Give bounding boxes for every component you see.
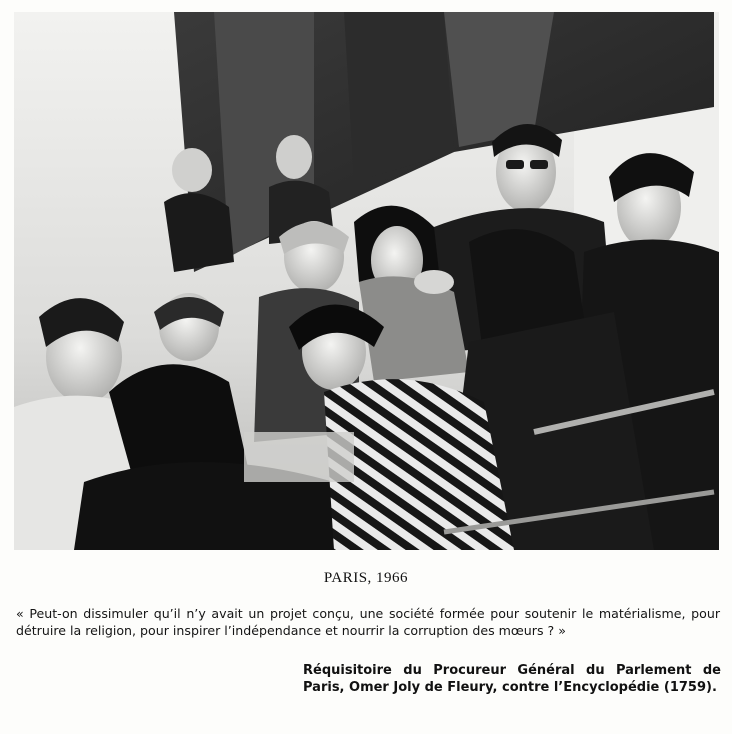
group-photo <box>14 12 719 550</box>
quote-paragraph: « Peut-on dissimuler qu’il n’y avait un projet conçu, une société formée pour soutenir le matérialisme, pour détruire la religion, pour inspirer l’indépendance et nourrir la corruption des mœurs ? » <box>16 606 720 638</box>
quote-attribution: Réquisitoire du Procureur Général du Parlement de Paris, Omer Joly de Fleury, contre l’Encyclopédie (1759). <box>303 663 721 695</box>
photo-image <box>14 12 719 550</box>
photo-caption: PARIS, 1966 <box>323 570 409 586</box>
